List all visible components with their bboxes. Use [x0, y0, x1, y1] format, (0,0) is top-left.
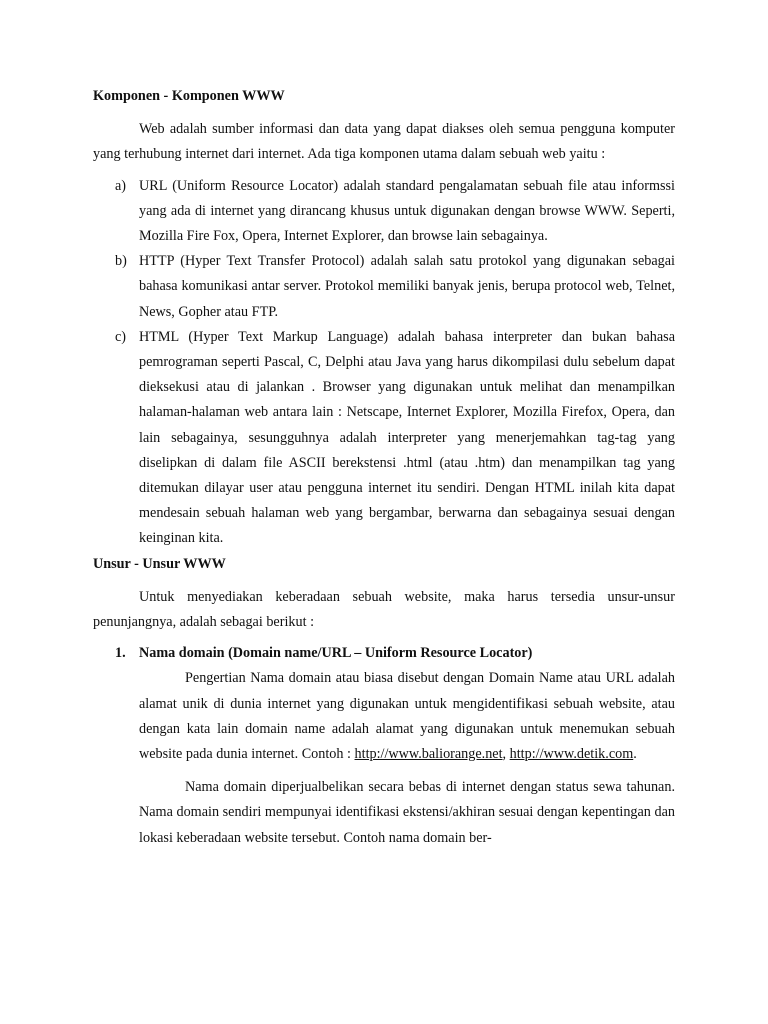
- list-item: [93, 249, 675, 325]
- document-body: [93, 84, 675, 851]
- separator-text: ,: [502, 746, 507, 763]
- paragraph-text: Pengertian Nama domain atau biasa disebut dengan Domain Name atau URL adalah alamat unik di dunia internet yang digunakan untuk mengidentifikasi sebuah website, atau dengan kata lain domain name adalah alamat yang digunakan untuk menemukan sebuah website pada dunia internet. Contoh :: [139, 670, 675, 763]
- list-marker: b): [115, 253, 127, 270]
- component-list: [93, 174, 675, 552]
- list-marker: a): [115, 177, 127, 194]
- domain-definition-paragraph: [139, 666, 675, 767]
- section-heading-komponen: Komponen - Komponen WWW: [93, 88, 285, 104]
- list-item: [93, 174, 675, 250]
- link-detik[interactable]: http://www.detik.com: [509, 746, 634, 763]
- section1-intro-paragraph: Web adalah sumber informasi dan data yang dapat diakses oleh semua pengguna komputer yang terhubung internet dari internet. Ada tiga komponen utama dalam sebuah web yaitu :: [93, 121, 675, 163]
- section2-intro-paragraph: Untuk menyediakan keberadaan sebuah website, maka harus tersedia unsur-unsur penunjangnya, adalah sebagai berikut :: [93, 588, 675, 631]
- list-item: [93, 641, 675, 851]
- list-item: [93, 325, 675, 552]
- list-marker: 1.: [115, 645, 126, 662]
- link-baliorange[interactable]: http://www.baliorange.net: [354, 746, 503, 763]
- section-heading-unsur: Unsur - Unsur WWW: [93, 555, 226, 572]
- list-marker: c): [115, 328, 127, 345]
- end-punctuation: .: [633, 746, 637, 763]
- domain-sale-paragraph: Nama domain diperjualbelikan secara bebas di internet dengan status sewa tahunan. Nama domain sendiri mempunyai identifikasi ekstensi/akhiran sesuai dengan kepentingan dan lokasi keberadaan website tersebut. Contoh nama domain ber-: [139, 779, 675, 846]
- unsur-list: [93, 641, 675, 851]
- list-item-title: Nama domain (Domain name/URL – Uniform Resource Locator): [139, 645, 533, 662]
- list-item-text: HTTP (Hyper Text Transfer Protocol) adalah salah satu protokol yang digunakan sebagai bahasa komunikasi antar server. Protokol memiliki banyak jenis, berupa protocol web, Telnet, News, Gopher atau FTP.: [139, 253, 675, 320]
- list-item-text: HTML (Hyper Text Markup Language) adalah bahasa interpreter dan bukan bahasa pemrograman seperti Pascal, C, Delphi atau Java yang harus dikompilasi dulu sebelum dapat dieksekusi atau di jalankan . Browser yang digunakan untuk melihat dan menampilkan halaman-halaman web antara lain : Netscape, Internet Explorer, Mozilla Firefox, Opera, dan lain sebagainya, sesungguhnya adalah interpreter yang menerjemahkan tag-tag yang diselipkan di dalam file ASCII berekstensi .html (atau .htm) dan menampilkan tag yang ditemukan dilayar user atau pengguna internet itu sendiri. Dengan HTML inilah kita dapat mendesain sebuah halaman web yang bergambar, berwarna dan sebagainya sesuai dengan keinginan kita.: [139, 328, 675, 547]
- list-item-text: URL (Uniform Resource Locator) adalah standard pengalamatan sebuah file atau informssi yang ada di internet yang dirancang khusus untuk digunakan dengan browse WWW. Seperti, Mozilla Fire Fox, Opera, Internet Explorer, dan browse lain sebagainya.: [139, 177, 675, 245]
